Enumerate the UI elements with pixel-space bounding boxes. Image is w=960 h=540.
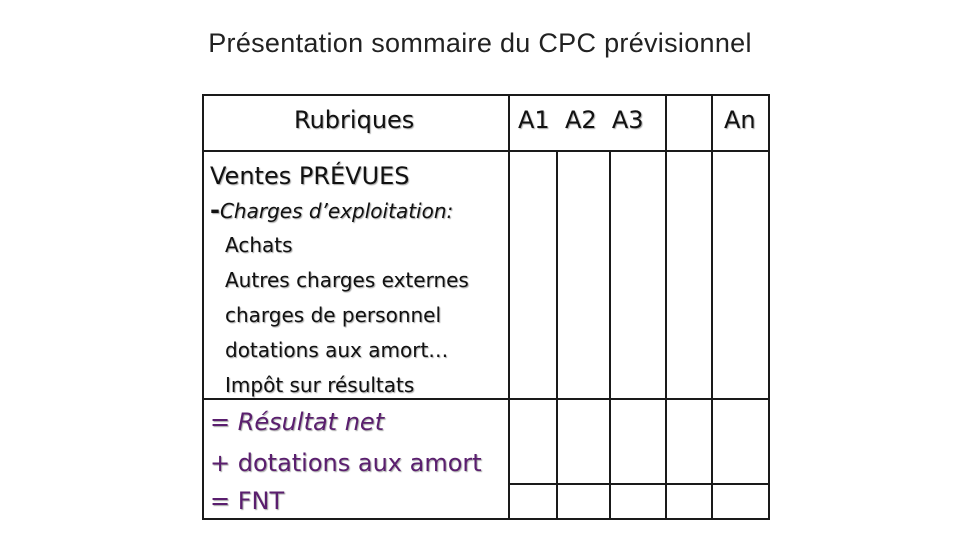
- header-an: An: [724, 106, 756, 134]
- ventes-prevues: Ventes PRÉVUES: [210, 162, 410, 190]
- list-item: charges de personnel: [225, 303, 442, 327]
- list-item: dotations aux amort…: [225, 338, 449, 362]
- header-year-columns: A1 A2 A3: [518, 106, 644, 134]
- resultat-net: = Résultat net: [210, 408, 385, 436]
- col-divider-rubriques: [508, 96, 510, 518]
- col-divider-a3: [665, 96, 667, 518]
- col-divider-a2: [609, 150, 611, 518]
- col-divider-a1: [556, 150, 558, 518]
- row-divider-block2: [508, 483, 768, 485]
- charges-exploitation: Charges d’exploitation:: [219, 199, 454, 223]
- row-divider-block1: [204, 398, 768, 400]
- col-divider-dots: [711, 96, 713, 518]
- page-title: Présentation sommaire du CPC prévisionnel: [208, 28, 752, 58]
- row-divider-header: [204, 150, 768, 152]
- list-item: Achats: [225, 233, 293, 257]
- dash-marker: -: [210, 196, 220, 224]
- fnt: = FNT: [210, 487, 285, 515]
- list-item: Autres charges externes: [225, 268, 469, 292]
- plus-dotations: + dotations aux amort: [210, 449, 482, 477]
- list-item: Impôt sur résultats: [225, 373, 415, 397]
- charges-exploitation-row: [210, 196, 453, 224]
- cpc-table: [202, 94, 770, 520]
- header-rubriques: Rubriques: [294, 106, 415, 134]
